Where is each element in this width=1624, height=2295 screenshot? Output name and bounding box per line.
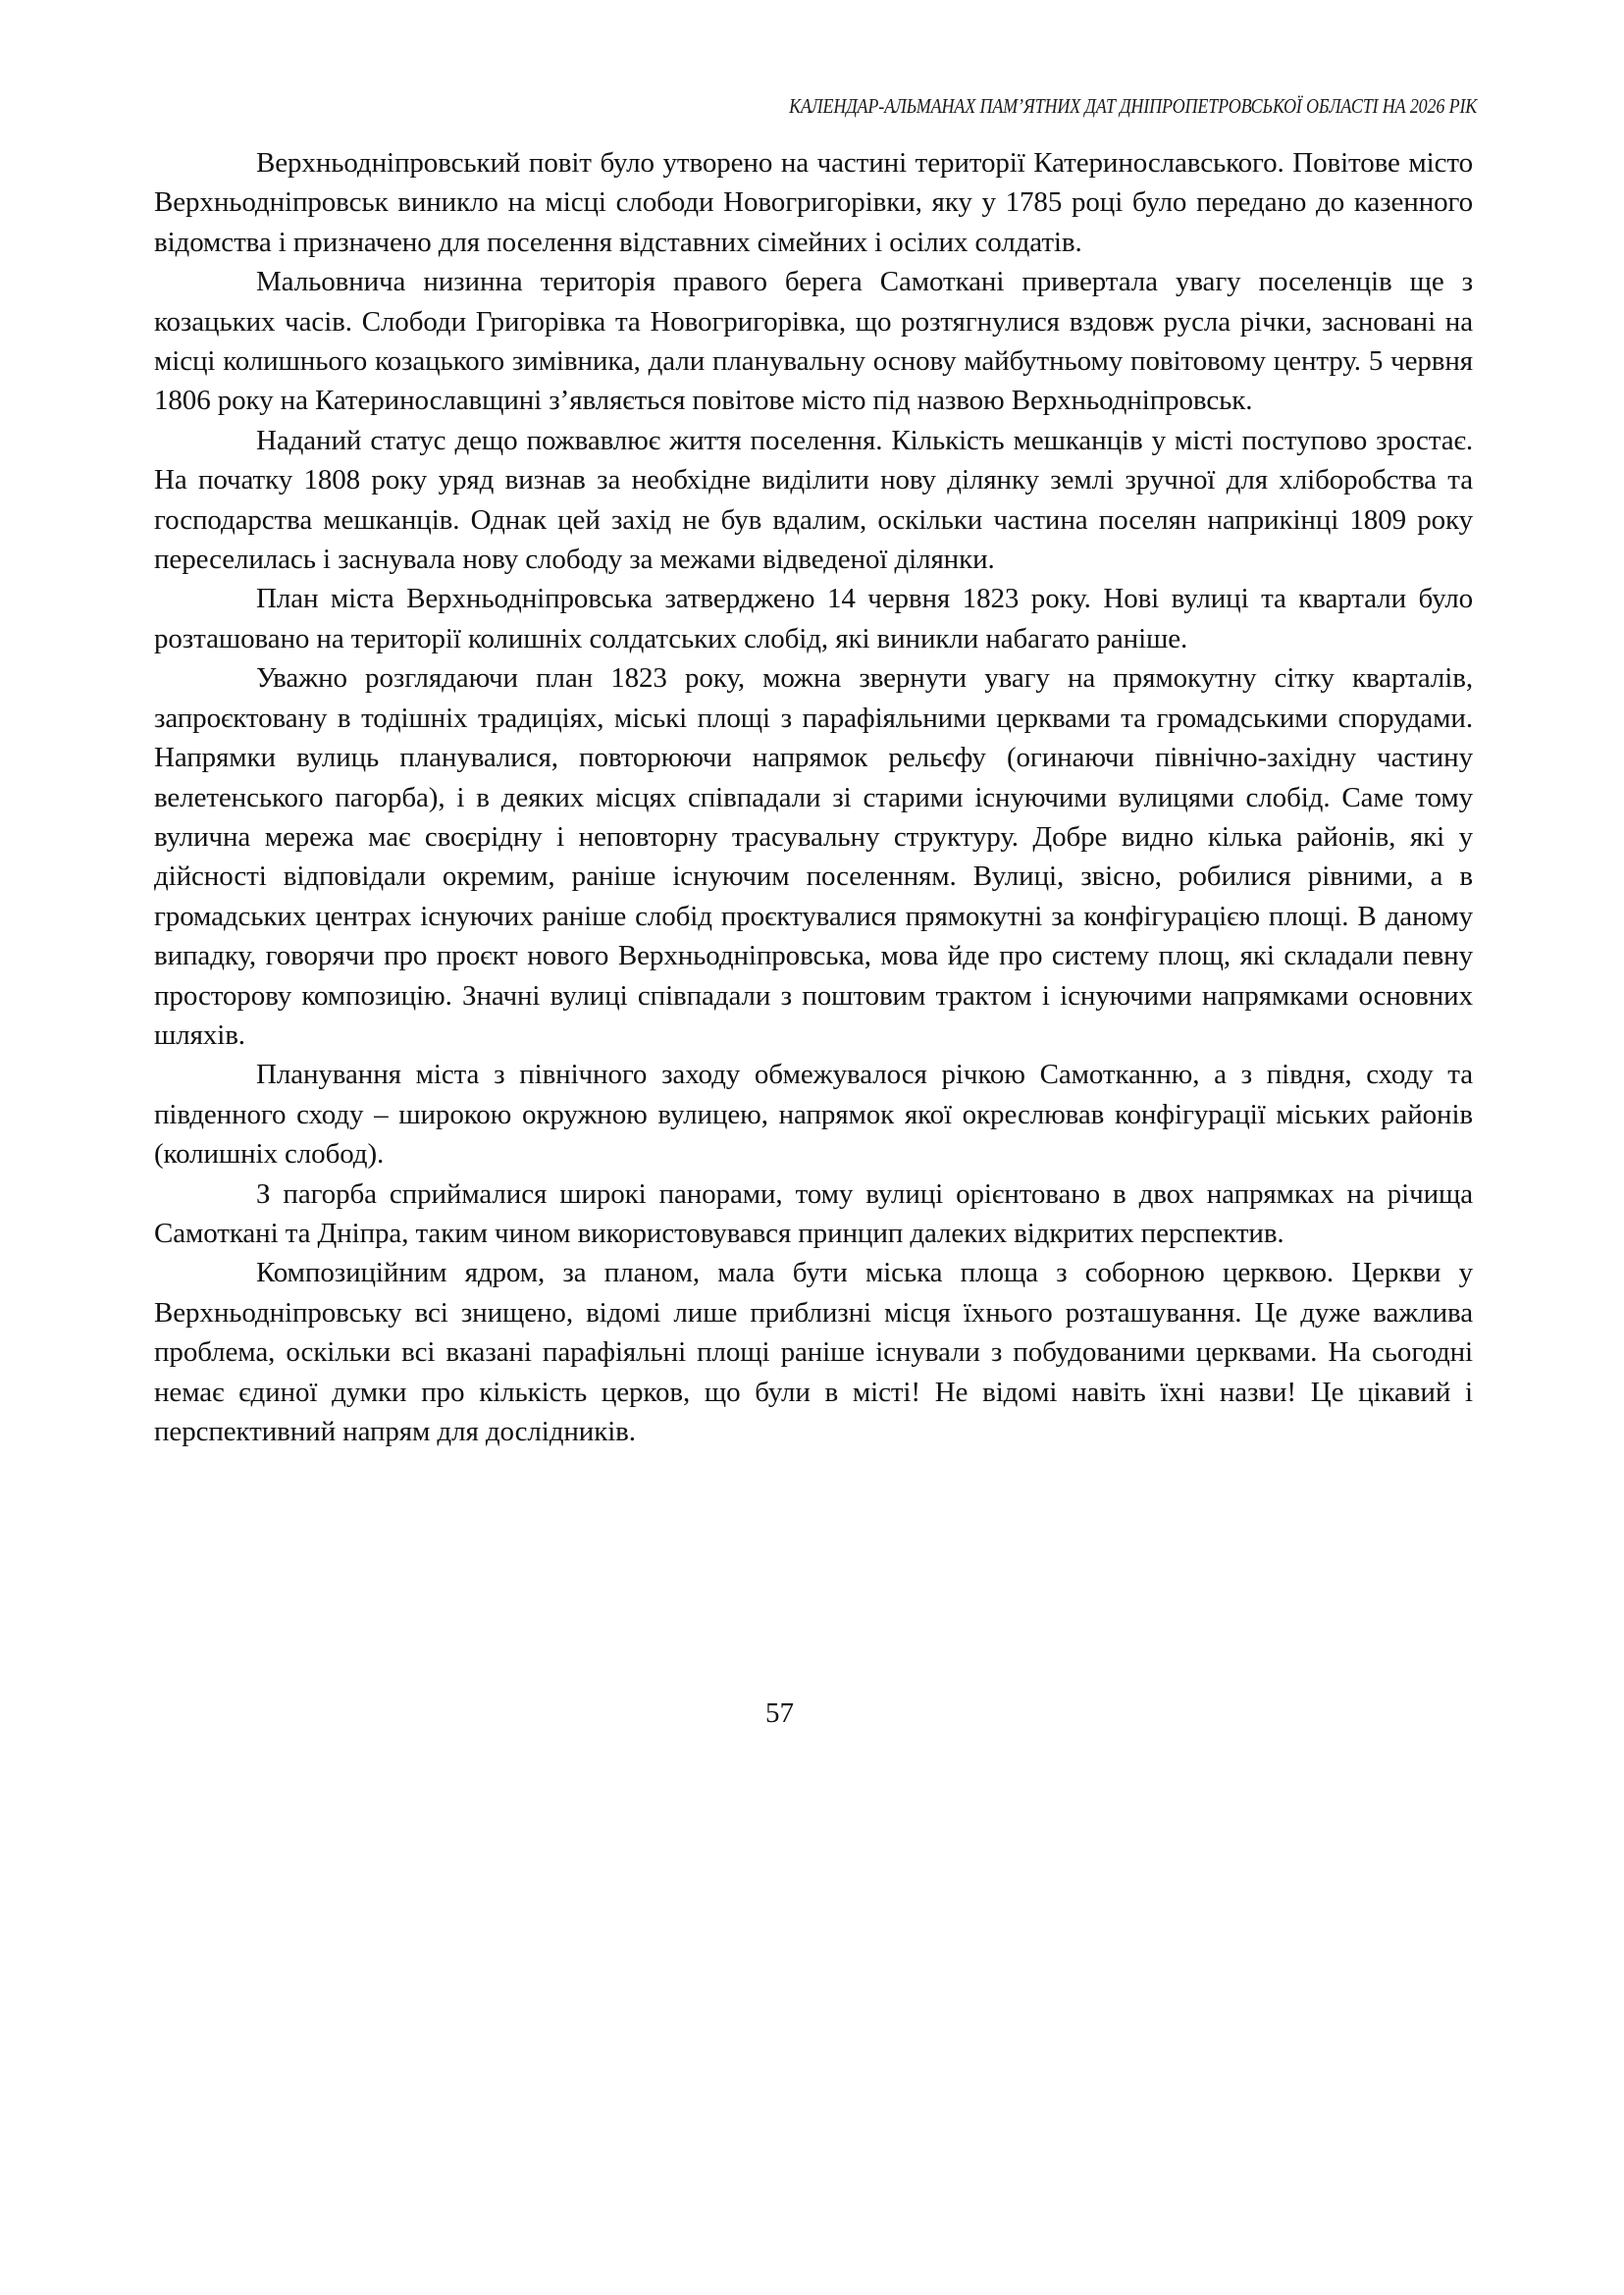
paragraph-city-plan-1823: План міста Верхньодніпровська затверджено 14 червня 1823 року. Нові вулиці та квартали було розташовано на території колишніх солдатських слобід, які виникли набагато раніше. xyxy=(154,583,1473,654)
paragraph-settlement-status: Наданий статус дещо пожвавлює життя поселення. Кількість мешканців у місті поступово зростає. На початку 1808 року уряд визнав за необхідне виділити нову ділянку землі зручної для хліборобства та господарства мешканців. Однак цей захід не був вдалим, оскільки частина поселян наприкінці 1809 року переселилась і заснувала нову слободу за межами відведеної ділянки. xyxy=(154,424,1473,576)
paragraph-plan-analysis: Уважно розглядаючи план 1823 року, можна звернути увагу на прямокутну сітку кварталів, запроєктовану в тодішніх традиціях, міські площі з парафіяльними церквами та громадськими спорудами. Напрямки вулиць планувалися, повторюючи напрямок рельєфу (огинаючи північно-західну частину велетенського пагорба), і в деяких місцях співпадали зі старими існуючими вулицями слобід. Саме тому вулична мережа має своєрідну і неповторну трасувальну структуру. Добре видно кілька районів, які у дійсності відповідали окремим, раніше існуючим поселенням. Вулиці, звісно, робилися рівними, а в громадських центрах існуючих раніше слобід проєктувалися прямокутні за конфігурацією площі. В даному випадку, говорячи про проєкт нового Верхньодніпровська, мова йде про систему площ, які складали певну просторову композицію. Значні вулиці співпадали з поштовим трактом і існуючими напрямками основних шляхів. xyxy=(154,662,1473,1051)
running-header: КАЛЕНДАР-АЛЬМАНАХ ПАМ’ЯТНИХ ДАТ ДНІПРОПЕТРОВСЬКОЇ ОБЛАСТІ НА 2026 РІК xyxy=(788,94,1477,118)
page-number: 57 xyxy=(765,1697,794,1729)
article-body xyxy=(154,143,1473,1451)
paragraph-panoramas: З пагорба сприймалися широкі панорами, тому вулиці орієнтовано в двох напрямках на річища Самоткані та Дніпра, таким чином використовувався принцип далеких відкритих перспектив. xyxy=(154,1177,1473,1249)
paragraph-samotkan-territory: Мальовнича низинна територія правого берега Самоткані привертала увагу поселенців ще з козацьких часів. Слободи Григорівка та Новогригорівка, що розтягнулися вздовж русла річки, засновані на місці колишнього козацького зимівника, дали планувальну основу майбутньому повітовому центру. 5 червня 1806 року на Катеринославщині з’являється повітове місто під назвою Верхньодніпровськ. xyxy=(154,266,1473,417)
paragraph-district-formation: Верхньодніпровський повіт було утворено на частині території Катеринославського. Повітове місто Верхньодніпровськ виникло на місці слободи Новогригорівки, яку у 1785 році було передано до казенного відомства і призначено для поселення відставних сімейних і осілих солдатів. xyxy=(154,147,1473,258)
paragraph-compositional-core: Композиційним ядром, за планом, мала бути міська площа з соборною церквою. Церкви у Верхньодніпровську всі знищено, відомі лише приблизні місця їхнього розташування. Це дуже важлива проблема, оскільки всі вказані парафіяльні площі раніше існували з побудованими церквами. На сьогодні немає єдиної думки про кількість церков, що були в місті! Не відомі навіть їхні назви! Це цікавий і перспективний напрям для дослідників. xyxy=(154,1257,1473,1447)
paragraph-city-boundaries: Планування міста з північного заходу обмежувалося річкою Самотканню, а з півдня, сходу та південного сходу – широкою окружною вулицею, напрямок якої окреслював конфігурації міських районів (колишніх слобод). xyxy=(154,1059,1473,1171)
